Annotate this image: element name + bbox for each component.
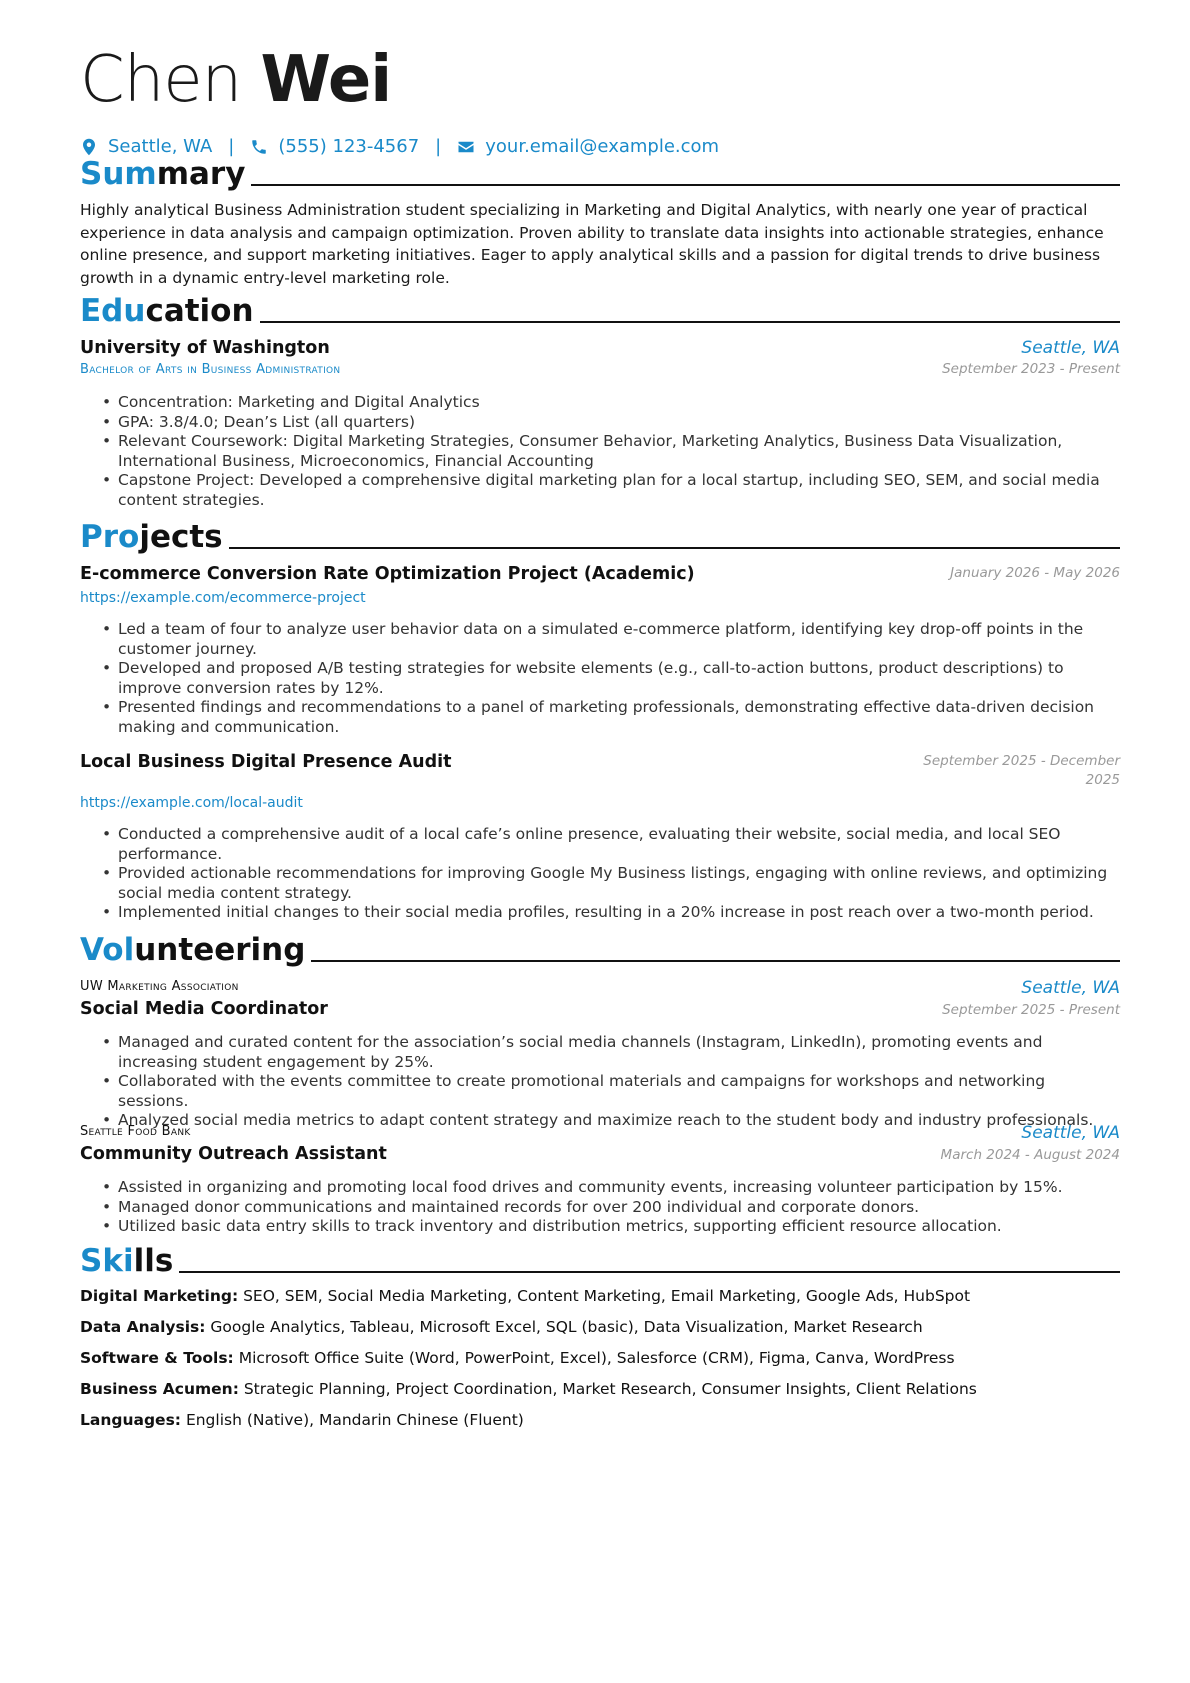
email-text: your.email@example.com: [485, 136, 720, 157]
project-name: Local Business Digital Presence Audit: [80, 752, 452, 772]
skill-row-software-tools: Software & Tools: Microsoft Office Suite (Word, PowerPoint, Excel), Salesforce (CRM), Figma, Canva, WordPress: [80, 1349, 955, 1367]
list-item: • Led a team of four to analyze user behavior data on a simulated e-commerce platform, identifying key drop-off points in the customer journey.: [80, 620, 1120, 659]
section-title: Skills: [80, 1243, 174, 1279]
section-title: Volunteering: [80, 932, 306, 968]
project-bullets: [80, 620, 1120, 737]
education-heading: [80, 293, 1120, 329]
project-dates: January 2026 - May 2026: [950, 565, 1120, 581]
volunteer-location: Seattle, WA: [1021, 978, 1120, 998]
list-item: • Managed donor communications and maintained records for over 200 individual and corporate donors.: [80, 1198, 1120, 1218]
list-item: • Assisted in organizing and promoting local food drives and community events, increasing volunteer participation by 15%.: [80, 1178, 1120, 1198]
project-bullets: [80, 825, 1120, 923]
section-title: Projects: [80, 519, 223, 555]
candidate-name: [80, 44, 391, 116]
degree-name: Bachelor of Arts in Business Administration: [80, 362, 341, 377]
education-location: Seattle, WA: [1021, 338, 1120, 358]
list-item: • Managed and curated content for the association’s social media channels (Instagram, LinkedIn), promoting events and increasing student engagement by 25%.: [80, 1033, 1120, 1072]
skill-row-digital-marketing: Digital Marketing: SEO, SEM, Social Media Marketing, Content Marketing, Email Marketing, Google Ads, HubSpot: [80, 1287, 971, 1305]
education-bullets: [80, 393, 1120, 510]
skill-row-business-acumen: Business Acumen: Strategic Planning, Project Coordination, Market Research, Consumer Insights, Client Relations: [80, 1380, 977, 1398]
first-name: Chen: [80, 43, 242, 117]
volunteer-dates: September 2025 - Present: [942, 1002, 1120, 1018]
institution-name: University of Washington: [80, 338, 330, 358]
list-item: • Provided actionable recommendations for improving Google My Business listings, engaging with online reviews, and optimizing social media content strategy.: [80, 864, 1120, 903]
list-item: • Utilized basic data entry skills to track inventory and distribution metrics, supporting efficient resource allocation.: [80, 1217, 1120, 1237]
envelope-icon: [457, 138, 475, 156]
project-dates: September 2025 - December: [923, 753, 1120, 769]
project-link[interactable]: https://example.com/local-audit: [80, 795, 303, 811]
section-rule: [229, 547, 1120, 549]
contact-separator: |: [228, 136, 235, 157]
section-title: Summary: [80, 156, 246, 192]
section-rule: [251, 184, 1120, 186]
list-item: • GPA: 3.8/4.0; Dean’s List (all quarters): [80, 413, 1120, 433]
section-title: Education: [80, 293, 254, 329]
volunteer-location: Seattle, WA: [1021, 1123, 1120, 1143]
map-pin-icon: [80, 138, 98, 156]
volunteer-dates: March 2024 - August 2024: [940, 1147, 1120, 1163]
last-name: Wei: [260, 43, 392, 117]
list-item: • Concentration: Marketing and Digital Analytics: [80, 393, 1120, 413]
phone-icon: [250, 138, 268, 156]
section-rule: [179, 1271, 1120, 1273]
contact-separator: |: [435, 136, 442, 157]
section-rule: [311, 960, 1120, 962]
volunteer-bullets: [80, 1033, 1120, 1131]
summary-text: Highly analytical Business Administration student specializing in Marketing and Digital Analytics, with nearly one year of practical experience in data analysis and campaign optimization. Proven ability to translate data insights into actionable strategies, enhance online presence, and support marketing initiatives. Eager to apply analytical skills and a passion for digital trends to drive business growth in a dynamic entry-level marketing role.: [80, 201, 1104, 287]
list-item: • Collaborated with the events committee to create promotional materials and campaigns for workshops and networking sessions.: [80, 1072, 1120, 1111]
projects-heading: [80, 519, 1120, 555]
location-text: Seattle, WA: [108, 136, 213, 157]
section-rule: [260, 321, 1120, 323]
list-item: • Implemented initial changes to their social media profiles, resulting in a 20% increase in post reach over a two-month period.: [80, 903, 1120, 923]
organization-name: Seattle Food Bank: [80, 1124, 191, 1139]
summary-heading: [80, 156, 1120, 192]
volunteer-role: Social Media Coordinator: [80, 999, 328, 1019]
organization-name: UW Marketing Association: [80, 979, 239, 994]
skills-heading: [80, 1243, 1120, 1279]
volunteer-bullets: [80, 1178, 1120, 1237]
list-item: • Developed and proposed A/B testing strategies for website elements (e.g., call-to-action buttons, product descriptions) to improve conversion rates by 12%.: [80, 659, 1120, 698]
project-name: E-commerce Conversion Rate Optimization Project (Academic): [80, 564, 695, 584]
list-item: • Relevant Coursework: Digital Marketing Strategies, Consumer Behavior, Marketing Analytics, Business Data Visualization, International Business, Microeconomics, Financial Accounting: [80, 432, 1120, 471]
phone-text: (555) 123-4567: [278, 136, 420, 157]
education-dates: September 2023 - Present: [942, 361, 1120, 377]
list-item: • Conducted a comprehensive audit of a local cafe’s online presence, evaluating their website, social media, and local SEO performance.: [80, 825, 1120, 864]
list-item: • Capstone Project: Developed a comprehensive digital marketing plan for a local startup, including SEO, SEM, and social media content strategies.: [80, 471, 1120, 510]
project-link[interactable]: https://example.com/ecommerce-project: [80, 590, 366, 606]
skill-row-languages: Languages: English (Native), Mandarin Chinese (Fluent): [80, 1411, 524, 1429]
list-item: • Analyzed social media metrics to adapt content strategy and maximize reach to the student body and industry professionals.: [80, 1111, 1120, 1131]
volunteer-role: Community Outreach Assistant: [80, 1144, 387, 1164]
skill-row-data-analysis: Data Analysis: Google Analytics, Tableau, Microsoft Excel, SQL (basic), Data Visualization, Market Research: [80, 1318, 923, 1336]
project-dates-continued: 2025: [1085, 772, 1120, 788]
list-item: • Presented findings and recommendations to a panel of marketing professionals, demonstrating effective data-driven decision making and communication.: [80, 698, 1120, 737]
volunteering-heading: [80, 932, 1120, 968]
